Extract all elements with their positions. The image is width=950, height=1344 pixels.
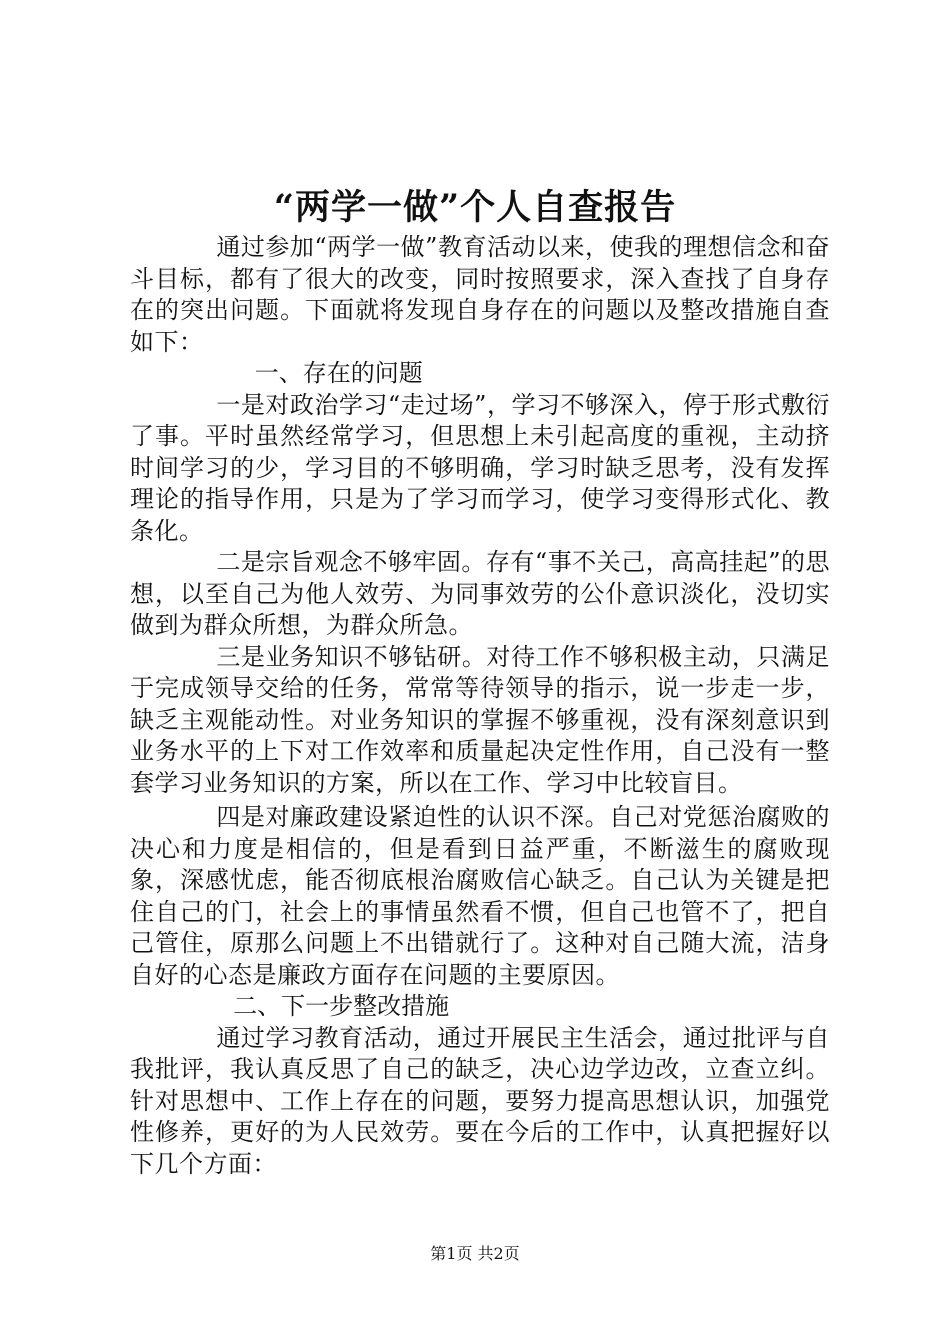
section-heading-measures: 二、下一步整改措施 xyxy=(233,992,450,1020)
problem-paragraph-3: 三是业务知识不够钻研。对待工作不够积极主动，只满足于完成领导交给的任务，常常等待领导的指示，说一步走一步，缺乏主观能动性。对业务知识的掌握不够重视，没有深刻意识到业务水平的上下对工作效率和质量起决定性作用，自己没有一整套学习业务知识的方案，所以在工作、学习中比较盲目。 xyxy=(130,642,830,797)
document-title: “两学一做”个人自查报告 xyxy=(273,187,677,228)
problem-paragraph-4: 四是对廉政建设紧迫性的认识不深。自己对党惩治腐败的决心和力度是相信的，但是看到日益严重，不断滋生的腐败现象，深感忧虑，能否彻底根治腐败信心缺乏。自己认为关键是把住自己的门，社会上的事情虽然看不惯，但自己也管不了，把自己管住，原那么问题上不出错就行了。这种对自己随大流，洁身自好的心态是廉政方面存在问题的主要原因。 xyxy=(130,803,830,989)
document-body xyxy=(130,232,830,1180)
problem-paragraph-1: 一是对政治学习“走过场”，学习不够深入，停于形式敷衍了事。平时虽然经常学习，但思想上未引起高度的重视，主动挤时间学习的少，学习目的不够明确，学习时缺乏思考，没有发挥理论的指导作用，只是为了学习而学习，使学习变得形式化、教条化。 xyxy=(130,390,830,545)
measures-paragraph: 通过学习教育活动，通过开展民主生活会，通过批评与自我批评，我认真反思了自己的缺乏，决心边学边改，立查立纠。针对思想中、工作上存在的问题，要努力提高思想认识，加强党性修养，更好的为人民效劳。要在今后的工作中，认真把握好以下几个方面： xyxy=(130,1023,830,1178)
section-heading-problems: 一、存在的问题 xyxy=(254,359,423,387)
intro-paragraph: 通过参加“两学一做”教育活动以来，使我的理想信念和奋斗目标，都有了很大的改变，同时按照要求，深入查找了自身存在的突出问题。下面就将发现自身存在的问题以及整改措施自查如下： xyxy=(130,233,830,356)
problem-paragraph-2: 二是宗旨观念不够牢固。存有“事不关己，高高挂起”的思想，以至自己为他人效劳、为同事效劳的公仆意识淡化，没切实做到为群众所想，为群众所急。 xyxy=(130,548,830,639)
page-number-footer: 第1页 共2页 xyxy=(430,1244,520,1263)
